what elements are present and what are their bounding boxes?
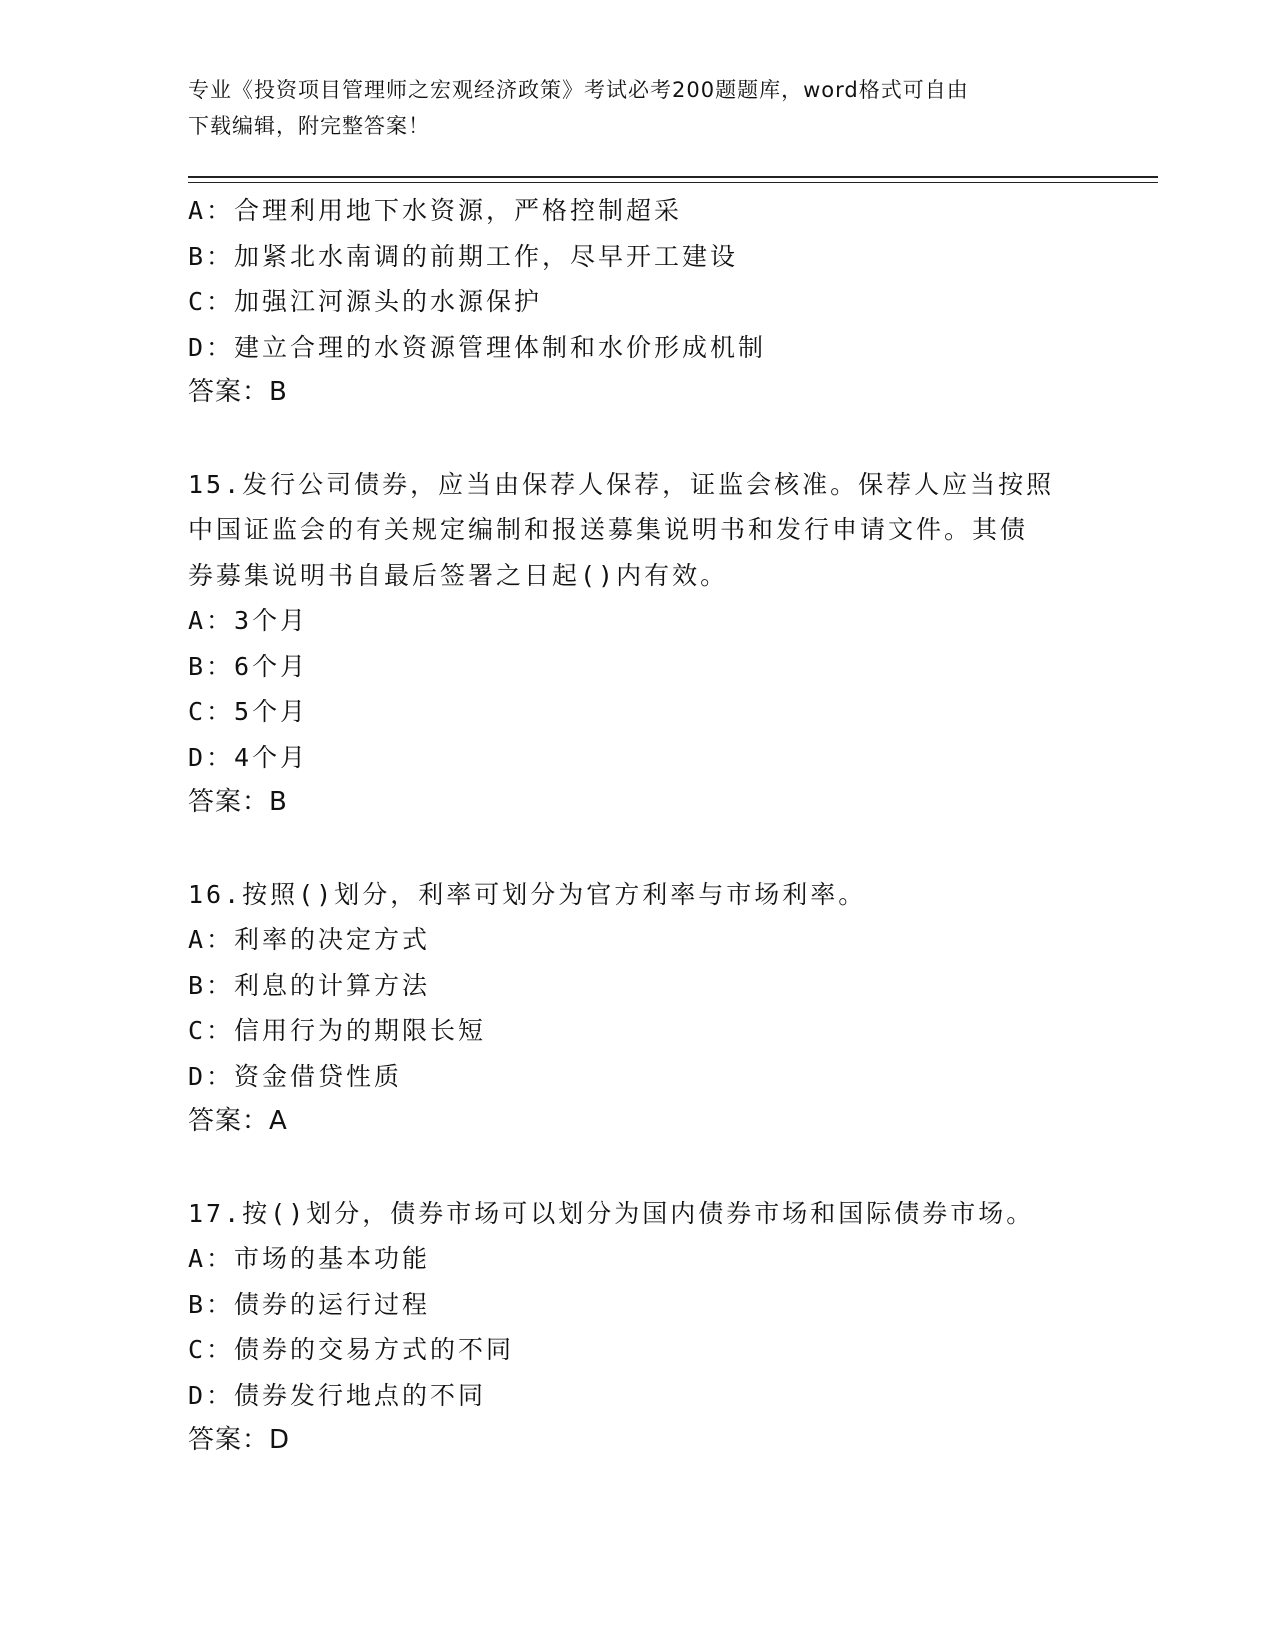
answer-label: 答案：A xyxy=(188,1106,288,1136)
option-d: D：资金借贷性质 xyxy=(188,1061,403,1091)
answer-label: 答案：B xyxy=(188,377,288,407)
answer-label: 答案：B xyxy=(188,787,288,817)
header-line-1: 专业《投资项目管理师之宏观经济政策》考试必考200题题库，word格式可自由 xyxy=(188,78,969,102)
document-header xyxy=(188,72,1088,144)
header-divider-thick xyxy=(188,176,1158,178)
option-a: A：利率的决定方式 xyxy=(188,925,431,954)
option-b: B：6个月 xyxy=(188,651,309,681)
question-block-16 xyxy=(188,872,1128,1145)
question-block-15 xyxy=(188,462,1128,826)
option-c: C：加强江河源头的水源保护 xyxy=(188,287,543,316)
answer-label: 答案：D xyxy=(188,1425,291,1455)
option-a: A：合理利用地下水资源，严格控制超采 xyxy=(188,196,683,225)
option-d: D：4个月 xyxy=(188,742,309,772)
question-stem-line: 券募集说明书自最后签署之日起()内有效。 xyxy=(188,560,729,590)
option-c: C：信用行为的期限长短 xyxy=(188,1016,487,1045)
header-divider-thin xyxy=(188,182,1158,183)
question-stem-line: 17.按()划分，债券市场可以划分为国内债券市场和国际债券市场。 xyxy=(188,1198,1035,1228)
question-gap xyxy=(188,416,1128,462)
option-b: B：加紧北水南调的前期工作，尽早开工建设 xyxy=(188,241,739,271)
option-c: C：5个月 xyxy=(188,697,309,726)
option-c: C：债券的交易方式的不同 xyxy=(188,1335,515,1364)
option-d: D：债券发行地点的不同 xyxy=(188,1380,487,1410)
header-line-2: 下载编辑，附完整答案！ xyxy=(188,114,430,138)
question-gap xyxy=(188,1145,1128,1191)
option-d: D：建立合理的水资源管理体制和水价形成机制 xyxy=(188,332,767,362)
question-stem-line: 16.按照()划分，利率可划分为官方利率与市场利率。 xyxy=(188,879,867,909)
option-a: A：3个月 xyxy=(188,606,309,635)
option-b: B：利息的计算方法 xyxy=(188,970,431,1000)
question-block-17 xyxy=(188,1191,1128,1464)
option-b: B：债券的运行过程 xyxy=(188,1289,431,1319)
question-list xyxy=(188,188,1128,1464)
question-gap xyxy=(188,826,1128,872)
option-a: A：市场的基本功能 xyxy=(188,1244,431,1273)
question-stem-line: 中国证监会的有关规定编制和报送募集说明书和发行申请文件。其债 xyxy=(188,515,1029,544)
question-block-14 xyxy=(188,188,1128,416)
question-stem-line: 15.发行公司债券，应当由保荐人保荐，证监会核准。保荐人应当按照 xyxy=(188,469,1055,499)
